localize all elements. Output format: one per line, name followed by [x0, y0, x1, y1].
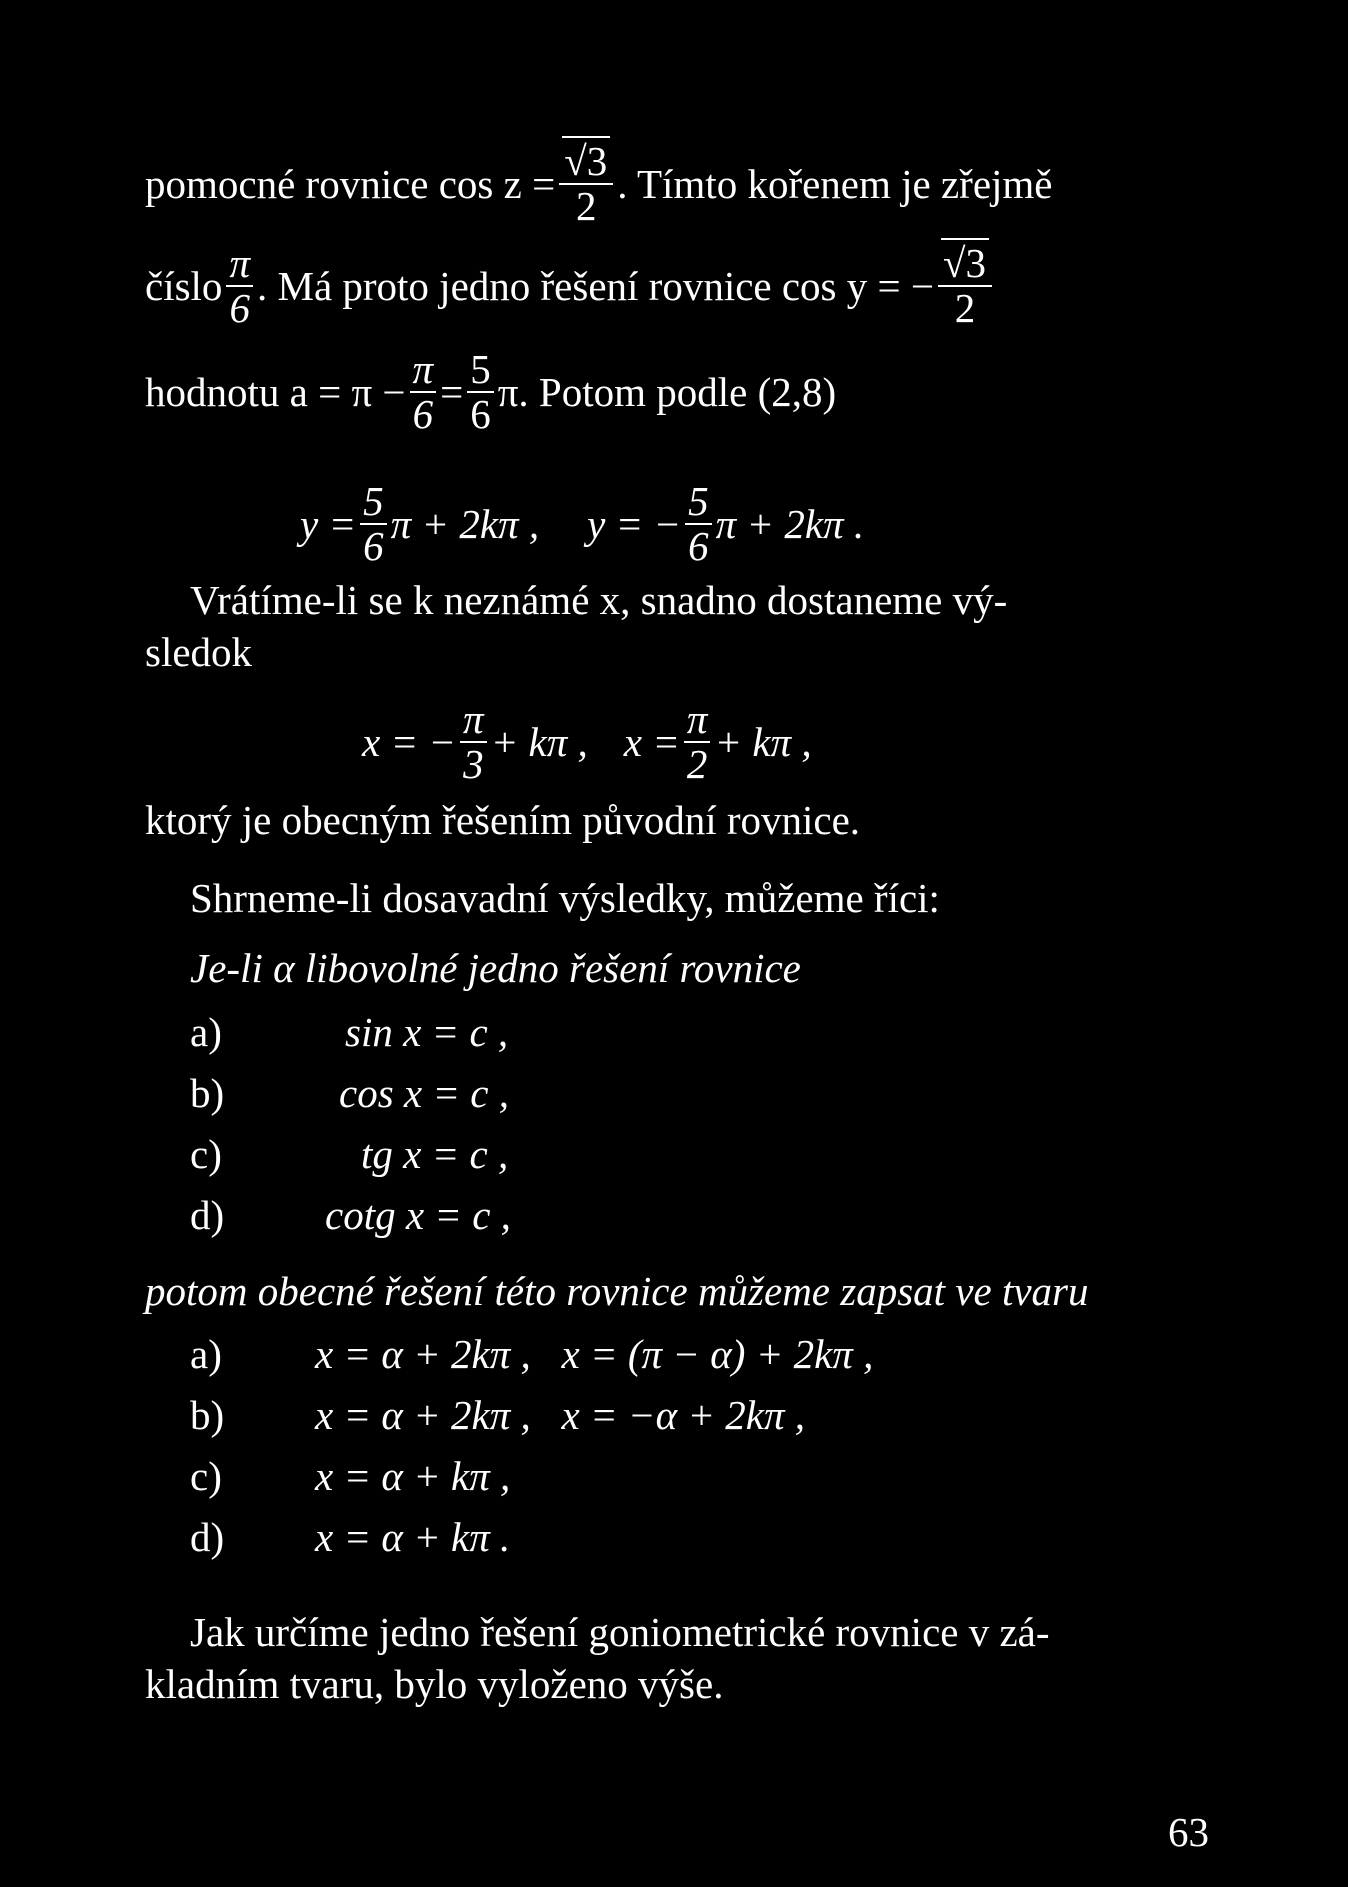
eq-n1: 5	[360, 480, 387, 525]
eq-t2: π + 2kπ .	[715, 500, 865, 547]
fraction-5-over-6	[467, 348, 494, 436]
eq7-n2: π	[684, 698, 711, 743]
page-number: 63	[1168, 1809, 1209, 1855]
eq-t1: π + 2kπ ,	[390, 500, 540, 547]
eq-d2: 6	[688, 523, 709, 570]
line3-den2: 6	[470, 391, 491, 438]
eq7-t2: + kπ ,	[714, 718, 812, 765]
solution-label: c)	[190, 1453, 222, 1499]
line2-den2: 2	[954, 285, 976, 332]
equation-label: c)	[190, 1131, 222, 1177]
solution-expr: x = α + kπ .	[315, 1514, 511, 1560]
sqrt-3-b: √ 3	[941, 238, 989, 286]
fraction-pi-over-6-b	[410, 348, 437, 436]
eq-d1: 6	[363, 523, 384, 570]
equation-item-a	[190, 1009, 509, 1055]
eq-y1: y =	[300, 500, 357, 547]
display-equation-y	[300, 480, 864, 568]
eq-x1: x = −	[362, 718, 457, 765]
line2-mid: . Má proto jedno řešení rovnice cos y = −	[256, 262, 935, 309]
equation-expr: tg x = c ,	[361, 1131, 509, 1177]
solution-expr: x = α + 2kπ , x = (π − α) + 2kπ ,	[315, 1331, 874, 1377]
paragraph-1-line-1: Vrátíme-li se k neznámé x, snadno dostaneme vý-	[190, 577, 1008, 623]
paragraph-1-line-2: sledok	[145, 629, 253, 675]
equation-label: a)	[190, 1009, 222, 1055]
equation-item-d	[190, 1192, 511, 1238]
eq-x2: x =	[623, 718, 680, 765]
equation-expr: cotg x = c ,	[325, 1192, 511, 1238]
eq-n2: 5	[685, 480, 712, 525]
line2-pre: číslo	[145, 262, 223, 309]
solution-label: b)	[190, 1392, 225, 1438]
paragraph-4-theorem: Je-li α libovolné jedno řešení rovnice	[190, 945, 801, 991]
fraction-5-over-6-d	[685, 480, 712, 568]
equation-label: d)	[190, 1192, 225, 1238]
eq7-d2: 2	[686, 741, 708, 788]
display-equation-x	[362, 698, 812, 786]
solution-label: d)	[190, 1514, 225, 1560]
paragraph-5: potom obecné řešení této rovnice můžeme zapsat ve tvaru	[145, 1268, 1089, 1314]
paragraph-3: Shrneme-li dosavadní výsledky, můžeme říci:	[190, 875, 940, 921]
eq7-n1: π	[460, 698, 487, 743]
equation-expr: sin x = c ,	[345, 1009, 509, 1055]
text-line-2	[145, 242, 996, 330]
solution-item-c	[190, 1453, 511, 1499]
eq7-d1: 3	[463, 741, 484, 788]
paragraph-6-line-1: Jak určíme jedno řešení goniometrické rovnice v zá-	[190, 1609, 1050, 1655]
line1-pre: pomocné rovnice cos z =	[145, 160, 556, 207]
line3-num2: 5	[467, 348, 494, 393]
line3-num1: π	[410, 348, 437, 393]
equation-item-b	[190, 1070, 509, 1116]
eq-y2: y = −	[587, 500, 682, 547]
line2-den: 6	[229, 285, 250, 332]
solution-expr: x = α + 2kπ , x = −α + 2kπ ,	[315, 1392, 805, 1438]
text-line-3	[145, 348, 836, 436]
line3-den1: 6	[412, 391, 434, 438]
line1-den: 2	[575, 183, 597, 230]
fraction-pi-over-3	[460, 698, 487, 786]
text-line-1	[145, 140, 1053, 228]
fraction-sqrt3-over-2	[559, 140, 613, 228]
line2-num: π	[226, 242, 253, 287]
equation-expr: cos x = c ,	[339, 1070, 509, 1116]
solution-item-d	[190, 1514, 511, 1560]
line3-eq: =	[440, 368, 464, 415]
solution-item-b	[190, 1392, 805, 1438]
solution-item-a	[190, 1331, 874, 1377]
solution-expr: x = α + kπ ,	[315, 1453, 511, 1499]
fraction-sqrt3-over-2-b	[938, 242, 992, 330]
eq7-t1: + kπ ,	[490, 718, 588, 765]
fraction-pi-over-2	[684, 698, 711, 786]
line3-post: π. Potom podle (2,8)	[497, 368, 837, 415]
equation-label: b)	[190, 1070, 225, 1116]
sqrt-3: √ 3	[562, 136, 610, 184]
line3-pre: hodnotu a = π −	[145, 368, 406, 415]
fraction-pi-over-6	[226, 242, 253, 330]
equation-item-c	[190, 1131, 509, 1177]
line1-post: . Tímto kořenem je zřejmě	[617, 160, 1053, 207]
paragraph-6-line-2: kladním tvaru, bylo vyloženo výše.	[145, 1661, 724, 1707]
solution-label: a)	[190, 1331, 222, 1377]
paragraph-2: ktorý je obecným řešením původní rovnice.	[145, 797, 861, 843]
fraction-5-over-6-c	[360, 480, 387, 568]
